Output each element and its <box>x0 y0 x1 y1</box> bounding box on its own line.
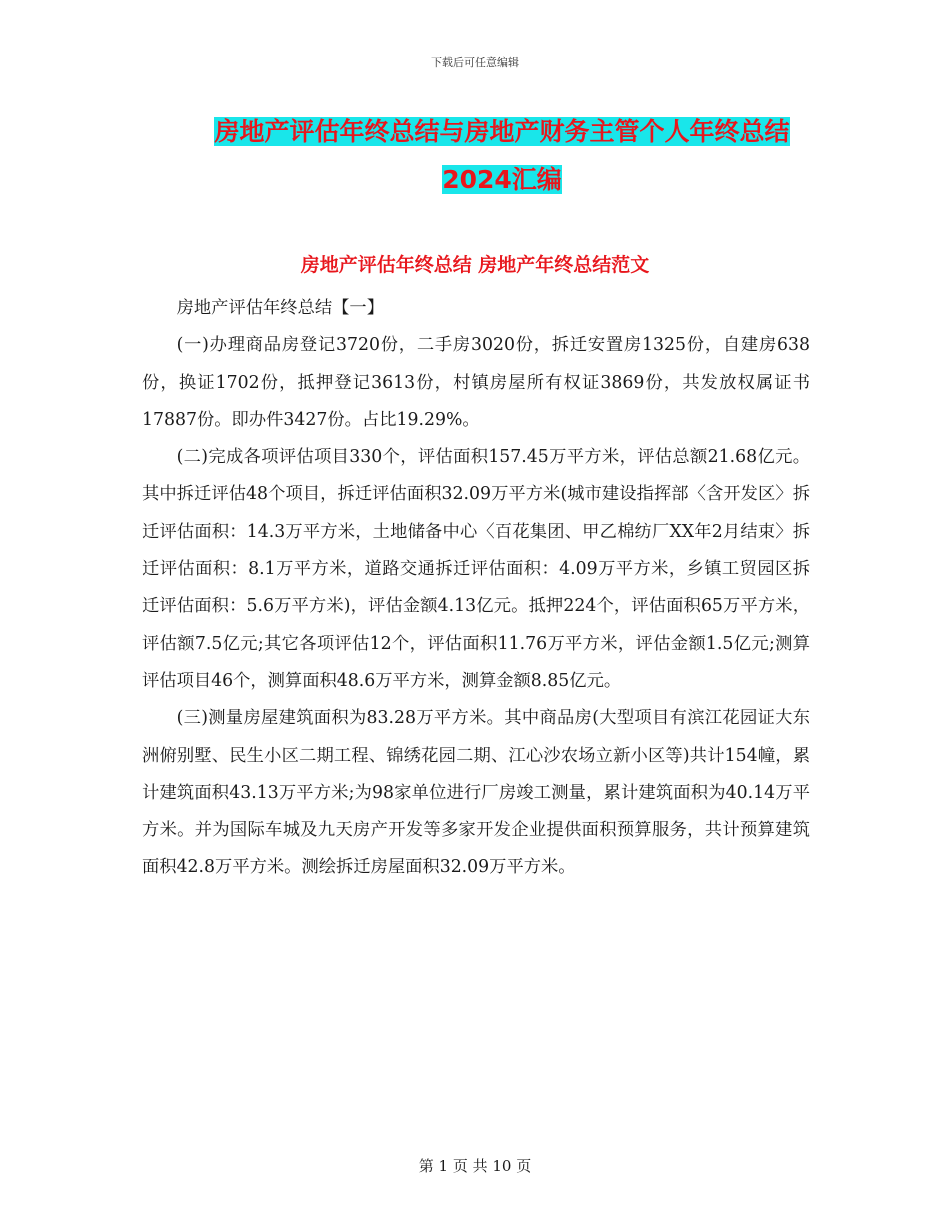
paragraph-2: (二)完成各项评估项目330个，评估面积157.45万平方米，评估总额21.68亿元。其中拆迁评估48个项目，拆迁评估面积32.09万平方米(城市建设指挥部〈含开发区〉拆迁评估面积：14.3万平方米，土地储备中心〈百花集团、甲乙棉纺厂XX年2月结束〉拆迁评估面积：8.1万平方米，道路交通拆迁评估面积：4.09万平方米，乡镇工贸园区拆迁评估面积：5.6万平方米)，评估金额4.13亿元。抵押224个，评估面积65万平方米，评估额7.5亿元;其它各项评估12个，评估面积11.76万平方米，评估金额1.5亿元;测算评估项目46个，测算面积48.6万平方米，测算金额8.85亿元。 <box>142 447 810 691</box>
section-subtitle: 房地产评估年终总结 房地产年终总结范文 <box>300 254 650 276</box>
section-heading: 房地产评估年终总结【一】 <box>176 298 384 318</box>
paragraph-3: (三)测量房屋建筑面积为83.28万平方米。其中商品房(大型项目有滨江花园证大东洲俯别墅、民生小区二期工程、锦绣花园二期、江心沙农场立新小区等)共计154幢，累计建筑面积43.13万平方米;为98家单位进行厂房竣工测量，累计建筑面积为40.14万平方米。并为国际车城及九天房产开发等多家开发企业提供面积预算服务，共计预算建筑面积42.8万平方米。测绘拆迁房屋面积32.09万平方米。 <box>142 708 810 878</box>
document-title-line-2: 2024汇编 <box>442 165 562 194</box>
page-footer: 第 1 页 共 10 页 <box>418 1157 532 1175</box>
document-title <box>140 108 864 204</box>
body-text <box>142 290 810 887</box>
document-title-line-1: 房地产评估年终总结与房地产财务主管个人年终总结 <box>214 117 790 146</box>
paragraph-1: (一)办理商品房登记3720份，二手房3020份，拆迁安置房1325份，自建房638份，换证1702份，抵押登记3613份，村镇房屋所有权证3869份，共发放权属证书17887份。即办件3427份。占比19.29%。 <box>142 335 810 430</box>
header-note: 下载后可任意编辑 <box>431 56 519 69</box>
